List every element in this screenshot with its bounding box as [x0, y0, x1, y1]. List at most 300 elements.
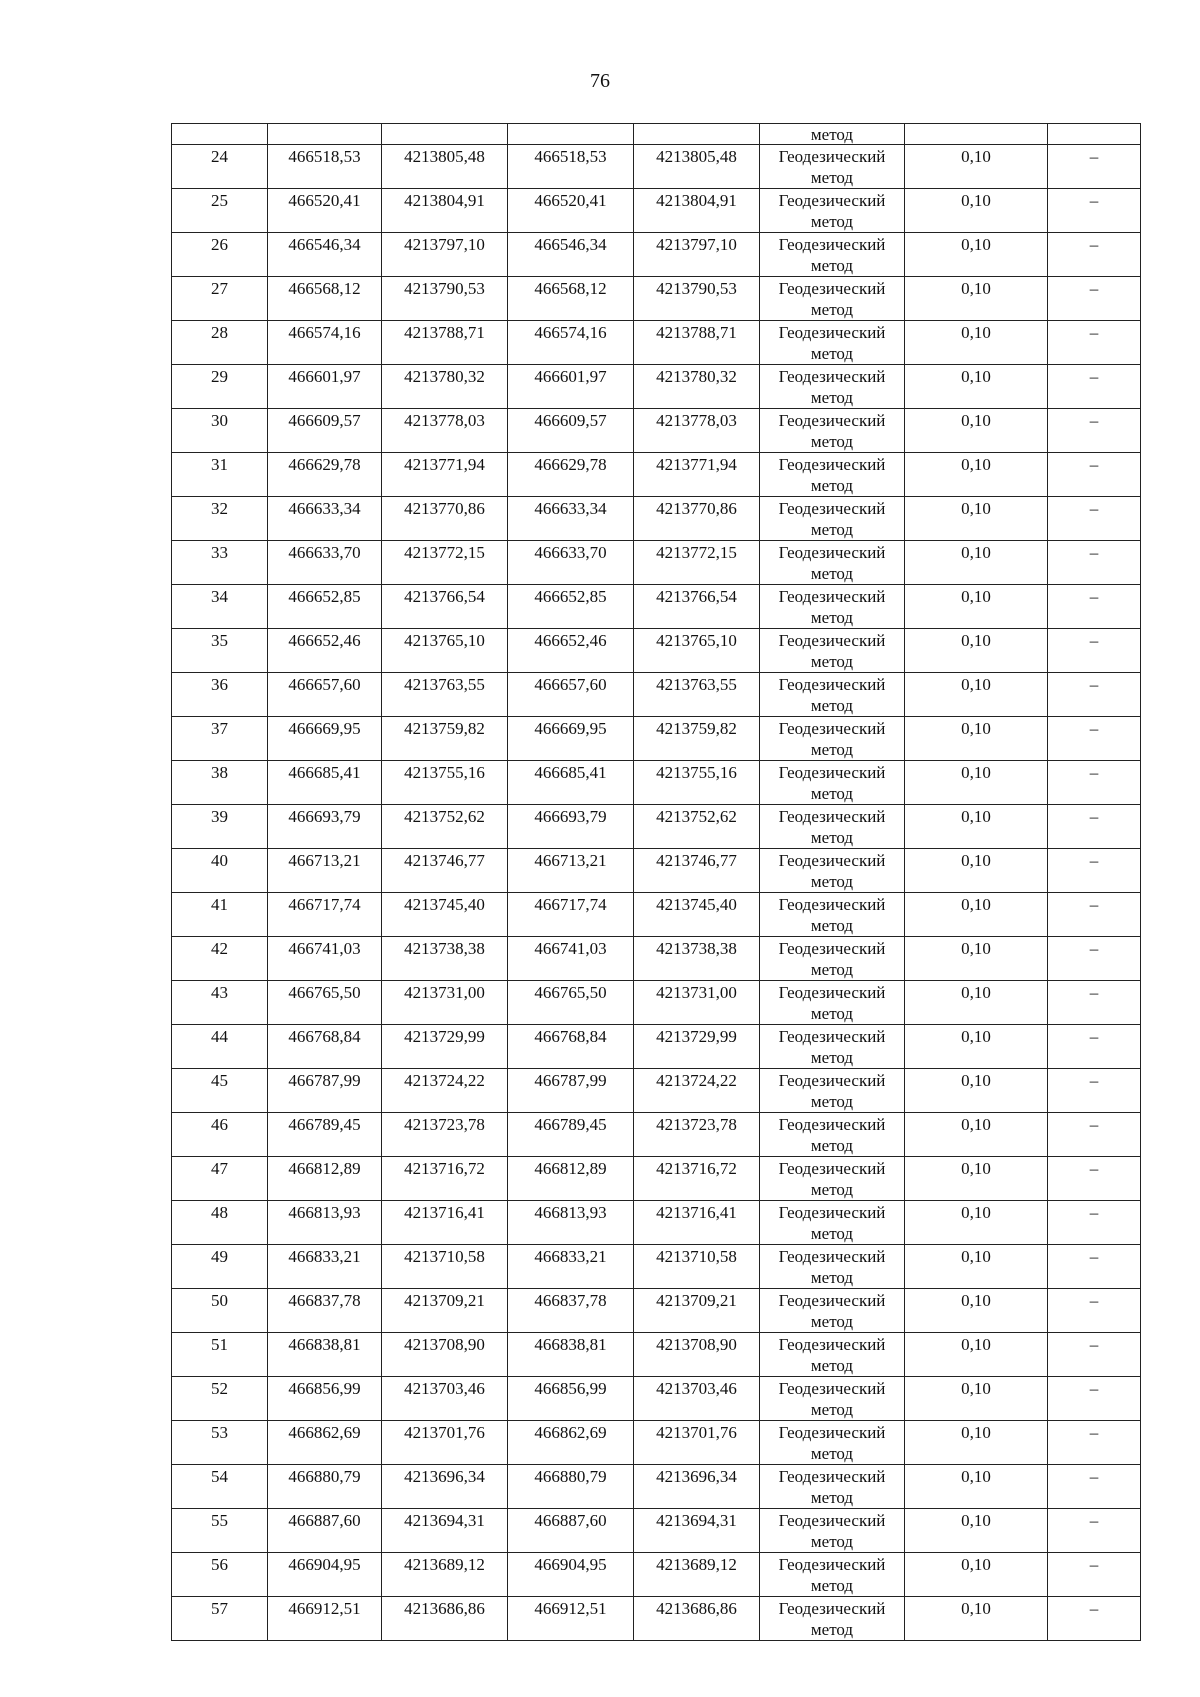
cell-method [760, 1597, 905, 1641]
table-row [172, 1157, 1141, 1201]
cell-point-number: 53 [172, 1421, 268, 1465]
cell-y-existing: 4213763,55 [382, 673, 508, 717]
cell-x-existing: 466574,16 [268, 321, 382, 365]
cell-x-existing: 466713,21 [268, 849, 382, 893]
cell-y-existing: 4213689,12 [382, 1553, 508, 1597]
cell-note: – [1048, 1113, 1141, 1157]
method-line-2: метод [810, 916, 854, 935]
cell-method [760, 409, 905, 453]
cell-x-new: 466856,99 [508, 1377, 634, 1421]
cell-y-existing: 4213770,86 [382, 497, 508, 541]
method-line-2: метод [810, 1048, 854, 1067]
cell-x-existing: 466912,51 [268, 1597, 382, 1641]
method-line-2: метод [810, 1444, 854, 1463]
cell-y-existing: 4213709,21 [382, 1289, 508, 1333]
cell-method [760, 1201, 905, 1245]
cell-y-existing: 4213696,34 [382, 1465, 508, 1509]
cell-note: – [1048, 365, 1141, 409]
cell-point-number: 25 [172, 189, 268, 233]
method-line-2: метод [810, 1180, 854, 1199]
method-line-2: метод [810, 696, 854, 715]
table-row [172, 365, 1141, 409]
method-line-2: метод [810, 608, 854, 627]
cell-note: – [1048, 233, 1141, 277]
table-row [172, 497, 1141, 541]
method-line-1: Геодезический [778, 763, 886, 782]
cell-y-existing: 4213746,77 [382, 849, 508, 893]
continuation-row [172, 124, 1141, 145]
cell-accuracy: 0,10 [905, 1201, 1048, 1245]
cell-y-existing: 4213701,76 [382, 1421, 508, 1465]
cell-method [760, 233, 905, 277]
cell-x-existing: 466601,97 [268, 365, 382, 409]
cell-point-number: 57 [172, 1597, 268, 1641]
cell-y-new: 4213723,78 [634, 1113, 760, 1157]
cell-note: – [1048, 497, 1141, 541]
cell-point-number: 32 [172, 497, 268, 541]
cell-x-existing: 466568,12 [268, 277, 382, 321]
cell-x-new: 466787,99 [508, 1069, 634, 1113]
cell-y-new: 4213738,38 [634, 937, 760, 981]
cell-x-existing: 466768,84 [268, 1025, 382, 1069]
cell-x-new: 466813,93 [508, 1201, 634, 1245]
table-row [172, 145, 1141, 189]
method-line-1: Геодезический [778, 499, 886, 518]
cell-y-new: 4213729,99 [634, 1025, 760, 1069]
cell-x-new: 466717,74 [508, 893, 634, 937]
method-line-2: метод [810, 520, 854, 539]
table-row [172, 541, 1141, 585]
method-line-1: Геодезический [778, 455, 886, 474]
cell-x-new: 466609,57 [508, 409, 634, 453]
cell-x-existing: 466520,41 [268, 189, 382, 233]
cell-method [760, 365, 905, 409]
cell-y-new: 4213766,54 [634, 585, 760, 629]
cell-x-new: 466652,85 [508, 585, 634, 629]
method-line-1: Геодезический [778, 543, 886, 562]
cell-point-number: 35 [172, 629, 268, 673]
cell-x-new: 466574,16 [508, 321, 634, 365]
cell-y-existing: 4213790,53 [382, 277, 508, 321]
cell-x-existing: 466887,60 [268, 1509, 382, 1553]
cell-point-number: 42 [172, 937, 268, 981]
cell-accuracy: 0,10 [905, 541, 1048, 585]
method-line-1: Геодезический [778, 323, 886, 342]
cell-point-number: 55 [172, 1509, 268, 1553]
coordinates-table [171, 123, 1141, 1641]
cell-accuracy: 0,10 [905, 453, 1048, 497]
cell-y-existing: 4213716,72 [382, 1157, 508, 1201]
cell-y-new: 4213731,00 [634, 981, 760, 1025]
cell-x-new: 466713,21 [508, 849, 634, 893]
cell-accuracy: 0,10 [905, 1025, 1048, 1069]
cell-method [760, 1113, 905, 1157]
cell-x-new: 466601,97 [508, 365, 634, 409]
cell-x-new: 466633,34 [508, 497, 634, 541]
cell-y-existing: 4213772,15 [382, 541, 508, 585]
cell-x-existing: 466518,53 [268, 145, 382, 189]
cell-x-existing: 466765,50 [268, 981, 382, 1025]
cell-accuracy: 0,10 [905, 145, 1048, 189]
cell-note: – [1048, 1421, 1141, 1465]
cell-empty [382, 124, 508, 145]
cell-accuracy: 0,10 [905, 1289, 1048, 1333]
method-line-2: метод [810, 476, 854, 495]
method-line-2: метод [810, 256, 854, 275]
cell-y-new: 4213694,31 [634, 1509, 760, 1553]
cell-x-new: 466518,53 [508, 145, 634, 189]
method-line-2: метод [810, 1268, 854, 1287]
method-line-1: Геодезический [778, 719, 886, 738]
cell-y-existing: 4213710,58 [382, 1245, 508, 1289]
method-line-2: метод [810, 564, 854, 583]
cell-y-new: 4213696,34 [634, 1465, 760, 1509]
table-row [172, 409, 1141, 453]
cell-x-existing: 466880,79 [268, 1465, 382, 1509]
cell-method-tail: метод [760, 124, 905, 145]
cell-x-existing: 466787,99 [268, 1069, 382, 1113]
cell-method [760, 717, 905, 761]
cell-point-number: 56 [172, 1553, 268, 1597]
cell-x-new: 466880,79 [508, 1465, 634, 1509]
cell-y-existing: 4213738,38 [382, 937, 508, 981]
cell-y-new: 4213708,90 [634, 1333, 760, 1377]
table-row [172, 585, 1141, 629]
cell-method [760, 145, 905, 189]
cell-note: – [1048, 321, 1141, 365]
cell-method [760, 893, 905, 937]
cell-x-new: 466887,60 [508, 1509, 634, 1553]
cell-y-existing: 4213703,46 [382, 1377, 508, 1421]
cell-y-new: 4213710,58 [634, 1245, 760, 1289]
cell-y-new: 4213716,41 [634, 1201, 760, 1245]
cell-accuracy: 0,10 [905, 497, 1048, 541]
cell-y-existing: 4213729,99 [382, 1025, 508, 1069]
method-line-2: метод [810, 740, 854, 759]
cell-note: – [1048, 1377, 1141, 1421]
cell-y-existing: 4213752,62 [382, 805, 508, 849]
method-line-2: метод [810, 784, 854, 803]
cell-accuracy: 0,10 [905, 1377, 1048, 1421]
table-row [172, 277, 1141, 321]
cell-method [760, 1509, 905, 1553]
cell-y-existing: 4213778,03 [382, 409, 508, 453]
cell-x-new: 466789,45 [508, 1113, 634, 1157]
cell-x-existing: 466833,21 [268, 1245, 382, 1289]
cell-accuracy: 0,10 [905, 1421, 1048, 1465]
cell-x-new: 466633,70 [508, 541, 634, 585]
cell-y-new: 4213778,03 [634, 409, 760, 453]
method-line-1: Геодезический [778, 1115, 886, 1134]
cell-point-number: 45 [172, 1069, 268, 1113]
method-line-1: Геодезический [778, 279, 886, 298]
cell-note: – [1048, 893, 1141, 937]
cell-empty [634, 124, 760, 145]
cell-accuracy: 0,10 [905, 277, 1048, 321]
cell-y-new: 4213763,55 [634, 673, 760, 717]
cell-accuracy: 0,10 [905, 585, 1048, 629]
cell-point-number: 52 [172, 1377, 268, 1421]
cell-method [760, 629, 905, 673]
cell-x-new: 466741,03 [508, 937, 634, 981]
cell-y-existing: 4213723,78 [382, 1113, 508, 1157]
method-line-1: Геодезический [778, 1203, 886, 1222]
method-line-2: метод [810, 344, 854, 363]
cell-accuracy: 0,10 [905, 805, 1048, 849]
cell-y-existing: 4213788,71 [382, 321, 508, 365]
table-row [172, 1245, 1141, 1289]
cell-note: – [1048, 409, 1141, 453]
cell-x-new: 466837,78 [508, 1289, 634, 1333]
method-line-1: Геодезический [778, 895, 886, 914]
cell-y-new: 4213759,82 [634, 717, 760, 761]
method-line-2: метод [810, 1356, 854, 1375]
cell-accuracy: 0,10 [905, 1553, 1048, 1597]
cell-y-existing: 4213724,22 [382, 1069, 508, 1113]
cell-empty [905, 124, 1048, 145]
method-line-1: Геодезический [778, 1071, 886, 1090]
cell-x-new: 466833,21 [508, 1245, 634, 1289]
cell-accuracy: 0,10 [905, 1465, 1048, 1509]
cell-accuracy: 0,10 [905, 409, 1048, 453]
table-row [172, 673, 1141, 717]
cell-y-existing: 4213686,86 [382, 1597, 508, 1641]
cell-y-new: 4213724,22 [634, 1069, 760, 1113]
cell-point-number: 50 [172, 1289, 268, 1333]
cell-y-existing: 4213731,00 [382, 981, 508, 1025]
cell-point-number: 31 [172, 453, 268, 497]
cell-point-number: 33 [172, 541, 268, 585]
cell-x-existing: 466812,89 [268, 1157, 382, 1201]
cell-y-new: 4213772,15 [634, 541, 760, 585]
cell-note: – [1048, 1069, 1141, 1113]
method-line-1: Геодезический [778, 675, 886, 694]
cell-y-existing: 4213694,31 [382, 1509, 508, 1553]
method-line-1: Геодезический [778, 1335, 886, 1354]
cell-point-number: 44 [172, 1025, 268, 1069]
cell-empty [1048, 124, 1141, 145]
cell-y-existing: 4213745,40 [382, 893, 508, 937]
cell-point-number: 36 [172, 673, 268, 717]
cell-point-number: 38 [172, 761, 268, 805]
cell-note: – [1048, 1509, 1141, 1553]
cell-point-number: 27 [172, 277, 268, 321]
cell-point-number: 26 [172, 233, 268, 277]
cell-x-existing: 466629,78 [268, 453, 382, 497]
cell-point-number: 43 [172, 981, 268, 1025]
cell-point-number: 54 [172, 1465, 268, 1509]
cell-y-existing: 4213755,16 [382, 761, 508, 805]
cell-note: – [1048, 1553, 1141, 1597]
cell-y-existing: 4213766,54 [382, 585, 508, 629]
table-body [172, 124, 1141, 1641]
cell-accuracy: 0,10 [905, 233, 1048, 277]
cell-y-existing: 4213780,32 [382, 365, 508, 409]
cell-note: – [1048, 453, 1141, 497]
cell-accuracy: 0,10 [905, 1069, 1048, 1113]
cell-y-new: 4213805,48 [634, 145, 760, 189]
cell-y-new: 4213797,10 [634, 233, 760, 277]
table-row [172, 893, 1141, 937]
method-line-2: метод [810, 1312, 854, 1331]
cell-method [760, 849, 905, 893]
cell-note: – [1048, 277, 1141, 321]
cell-note: – [1048, 1465, 1141, 1509]
cell-x-existing: 466717,74 [268, 893, 382, 937]
cell-x-new: 466904,95 [508, 1553, 634, 1597]
table-row [172, 761, 1141, 805]
cell-point-number: 30 [172, 409, 268, 453]
cell-method [760, 1465, 905, 1509]
cell-x-new: 466629,78 [508, 453, 634, 497]
method-line-2: метод [810, 1620, 854, 1639]
cell-empty [508, 124, 634, 145]
method-line-2: метод [810, 872, 854, 891]
cell-y-new: 4213701,76 [634, 1421, 760, 1465]
table-row [172, 1289, 1141, 1333]
cell-y-new: 4213709,21 [634, 1289, 760, 1333]
cell-x-existing: 466741,03 [268, 937, 382, 981]
cell-x-existing: 466789,45 [268, 1113, 382, 1157]
cell-point-number: 40 [172, 849, 268, 893]
cell-y-existing: 4213708,90 [382, 1333, 508, 1377]
method-line-1: Геодезический [778, 1291, 886, 1310]
cell-method [760, 1069, 905, 1113]
table-row [172, 1201, 1141, 1245]
method-line-1: Геодезический [778, 1467, 886, 1486]
table-row [172, 1069, 1141, 1113]
method-line-2: метод [810, 168, 854, 187]
method-line-1: Геодезический [778, 1423, 886, 1442]
cell-point-number: 28 [172, 321, 268, 365]
method-line-2: метод [810, 432, 854, 451]
cell-point-number: 48 [172, 1201, 268, 1245]
cell-accuracy: 0,10 [905, 717, 1048, 761]
cell-method [760, 189, 905, 233]
cell-y-existing: 4213805,48 [382, 145, 508, 189]
cell-point-number: 37 [172, 717, 268, 761]
cell-method [760, 497, 905, 541]
cell-x-new: 466862,69 [508, 1421, 634, 1465]
method-line-1: Геодезический [778, 939, 886, 958]
cell-y-existing: 4213716,41 [382, 1201, 508, 1245]
method-line-2: метод [810, 1136, 854, 1155]
cell-x-new: 466693,79 [508, 805, 634, 849]
cell-y-new: 4213703,46 [634, 1377, 760, 1421]
cell-method [760, 541, 905, 585]
cell-note: – [1048, 1025, 1141, 1069]
cell-note: – [1048, 937, 1141, 981]
cell-y-existing: 4213771,94 [382, 453, 508, 497]
cell-x-existing: 466633,34 [268, 497, 382, 541]
cell-x-existing: 466693,79 [268, 805, 382, 849]
cell-accuracy: 0,10 [905, 189, 1048, 233]
table-row [172, 1465, 1141, 1509]
cell-x-existing: 466657,60 [268, 673, 382, 717]
cell-point-number: 41 [172, 893, 268, 937]
cell-accuracy: 0,10 [905, 1157, 1048, 1201]
cell-y-new: 4213746,77 [634, 849, 760, 893]
cell-x-existing: 466609,57 [268, 409, 382, 453]
table-row [172, 1597, 1141, 1641]
cell-point-number: 47 [172, 1157, 268, 1201]
cell-x-existing: 466904,95 [268, 1553, 382, 1597]
cell-x-existing: 466633,70 [268, 541, 382, 585]
cell-x-new: 466765,50 [508, 981, 634, 1025]
table-row [172, 1377, 1141, 1421]
cell-accuracy: 0,10 [905, 981, 1048, 1025]
method-line-2: метод [810, 960, 854, 979]
table-row [172, 937, 1141, 981]
method-line-2: метод [810, 1532, 854, 1551]
method-line-1: Геодезический [778, 147, 886, 166]
method-line-1: Геодезический [778, 1159, 886, 1178]
cell-y-new: 4213745,40 [634, 893, 760, 937]
cell-x-existing: 466669,95 [268, 717, 382, 761]
cell-point-number: 46 [172, 1113, 268, 1157]
cell-method [760, 981, 905, 1025]
cell-y-new: 4213755,16 [634, 761, 760, 805]
method-line-1: Геодезический [778, 1379, 886, 1398]
cell-x-new: 466838,81 [508, 1333, 634, 1377]
cell-x-new: 466768,84 [508, 1025, 634, 1069]
cell-accuracy: 0,10 [905, 673, 1048, 717]
cell-y-new: 4213790,53 [634, 277, 760, 321]
method-line-1: Геодезический [778, 367, 886, 386]
cell-y-new: 4213771,94 [634, 453, 760, 497]
cell-note: – [1048, 541, 1141, 585]
method-line-1: Геодезический [778, 235, 886, 254]
cell-y-new: 4213804,91 [634, 189, 760, 233]
cell-note: – [1048, 1333, 1141, 1377]
cell-y-new: 4213770,86 [634, 497, 760, 541]
method-line-2: метод [810, 1224, 854, 1243]
cell-x-new: 466669,95 [508, 717, 634, 761]
method-line-1: Геодезический [778, 411, 886, 430]
method-line-1: Геодезический [778, 1599, 886, 1618]
cell-method [760, 1553, 905, 1597]
method-line-2: метод [810, 1488, 854, 1507]
cell-x-new: 466546,34 [508, 233, 634, 277]
cell-y-new: 4213780,32 [634, 365, 760, 409]
cell-accuracy: 0,10 [905, 1333, 1048, 1377]
cell-y-existing: 4213797,10 [382, 233, 508, 277]
cell-method [760, 1333, 905, 1377]
cell-method [760, 1157, 905, 1201]
cell-y-new: 4213788,71 [634, 321, 760, 365]
cell-method [760, 673, 905, 717]
cell-note: – [1048, 1157, 1141, 1201]
method-line-1: Геодезический [778, 983, 886, 1002]
cell-accuracy: 0,10 [905, 1597, 1048, 1641]
method-line-2: метод [810, 828, 854, 847]
cell-y-new: 4213752,62 [634, 805, 760, 849]
cell-x-existing: 466546,34 [268, 233, 382, 277]
cell-method [760, 761, 905, 805]
cell-method [760, 453, 905, 497]
cell-accuracy: 0,10 [905, 321, 1048, 365]
method-line-1: Геодезический [778, 1027, 886, 1046]
cell-note: – [1048, 1289, 1141, 1333]
cell-x-new: 466652,46 [508, 629, 634, 673]
method-line-2: метод [810, 652, 854, 671]
table-row [172, 1113, 1141, 1157]
cell-method [760, 1421, 905, 1465]
cell-method [760, 1377, 905, 1421]
cell-point-number: 34 [172, 585, 268, 629]
table-row [172, 1509, 1141, 1553]
method-line-1: Геодезический [778, 1555, 886, 1574]
